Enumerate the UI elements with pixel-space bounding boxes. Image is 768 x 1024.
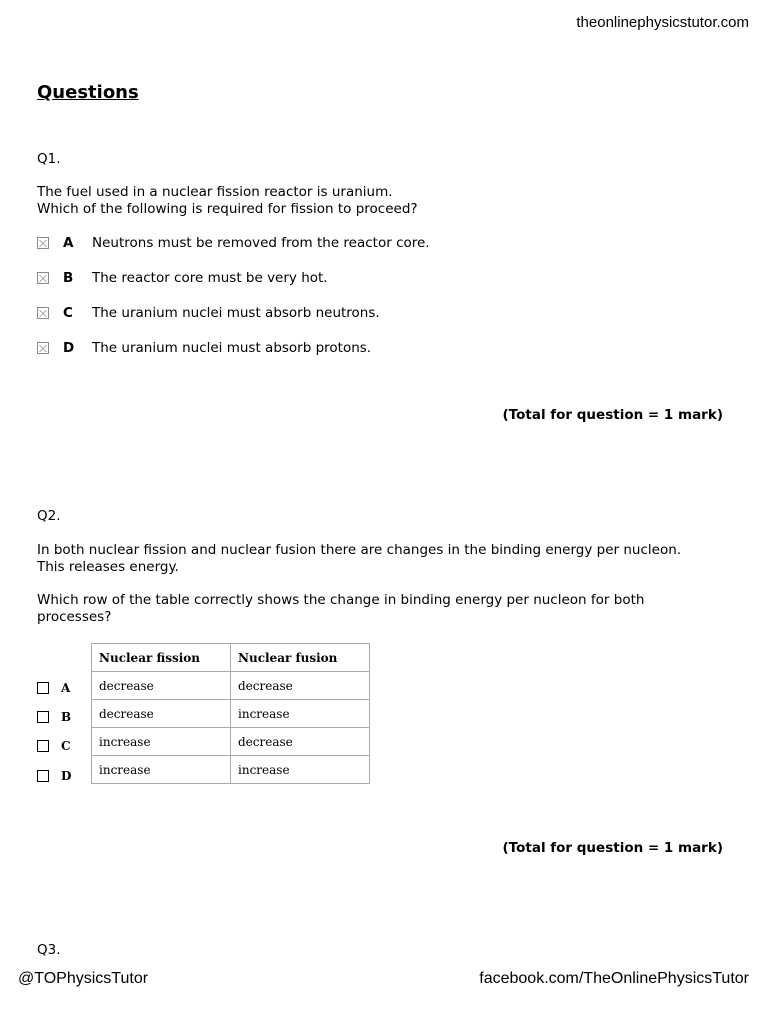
question-stem [37, 184, 737, 218]
column-header: Nuclear fission [92, 644, 231, 672]
question-total: (Total for question = 1 mark) [502, 407, 723, 423]
option-letter: A [63, 235, 74, 251]
table-row [92, 672, 370, 700]
table-cell: decrease [92, 672, 231, 700]
page-title: Questions [37, 82, 139, 103]
table-row [92, 756, 370, 784]
stem-line: processes? [37, 609, 112, 625]
option-letter: B [63, 270, 74, 286]
table-cell: decrease [92, 700, 231, 728]
checkbox-icon[interactable] [37, 272, 49, 284]
option-letter: B [61, 710, 72, 724]
option-letter: C [61, 739, 71, 753]
table-header-row [92, 644, 370, 672]
answer-option-b[interactable] [37, 710, 71, 724]
column-header: Nuclear fusion [231, 644, 370, 672]
binding-energy-table [91, 643, 370, 784]
stem-line: Which of the following is required for fission to proceed? [37, 201, 418, 217]
checkbox-icon[interactable] [37, 740, 49, 752]
option-letter: A [61, 681, 71, 695]
option-letter: D [61, 769, 72, 783]
table-row [92, 728, 370, 756]
table-cell: increase [92, 728, 231, 756]
answer-option-d[interactable] [37, 769, 71, 783]
table-cell: increase [92, 756, 231, 784]
table-row [92, 700, 370, 728]
table-cell: decrease [231, 728, 370, 756]
question-prompt [37, 592, 737, 626]
stem-line: This releases energy. [37, 559, 179, 575]
twitter-handle[interactable]: @TOPhysicsTutor [18, 970, 149, 987]
option-letter: C [63, 305, 73, 321]
option-text: The uranium nuclei must absorb neutrons. [92, 305, 380, 321]
stem-line: Which row of the table correctly shows the change in binding energy per nucleon for both [37, 592, 645, 608]
answer-option-c[interactable] [37, 304, 380, 322]
answer-option-c[interactable] [37, 739, 71, 753]
question-number: Q3. [37, 942, 61, 958]
table-cell: increase [231, 700, 370, 728]
checkbox-icon[interactable] [37, 682, 49, 694]
question-number: Q2. [37, 508, 61, 524]
answer-option-d[interactable] [37, 339, 371, 357]
stem-line: The fuel used in a nuclear fission reactor is uranium. [37, 184, 393, 200]
answer-option-a[interactable] [37, 681, 70, 695]
checkbox-icon[interactable] [37, 307, 49, 319]
question-total: (Total for question = 1 mark) [502, 840, 723, 856]
checkbox-icon[interactable] [37, 711, 49, 723]
option-text: The uranium nuclei must absorb protons. [92, 340, 372, 356]
checkbox-icon[interactable] [37, 342, 49, 354]
checkbox-icon[interactable] [37, 770, 49, 782]
answer-option-a[interactable] [37, 234, 430, 252]
question-number: Q1. [37, 151, 61, 167]
facebook-link[interactable]: facebook.com/TheOnlinePhysicsTutor [479, 970, 749, 987]
site-url: theonlinephysicstutor.com [576, 14, 749, 31]
option-text: The reactor core must be very hot. [92, 270, 328, 286]
stem-line: In both nuclear fission and nuclear fusion there are changes in the binding energy per nucleon. [37, 542, 682, 558]
checkbox-icon[interactable] [37, 237, 49, 249]
option-text: Neutrons must be removed from the reactor core. [92, 235, 430, 251]
option-letter: D [63, 340, 75, 356]
table-cell: increase [231, 756, 370, 784]
question-stem [37, 542, 737, 576]
answer-option-b[interactable] [37, 269, 328, 287]
table-cell: decrease [231, 672, 370, 700]
